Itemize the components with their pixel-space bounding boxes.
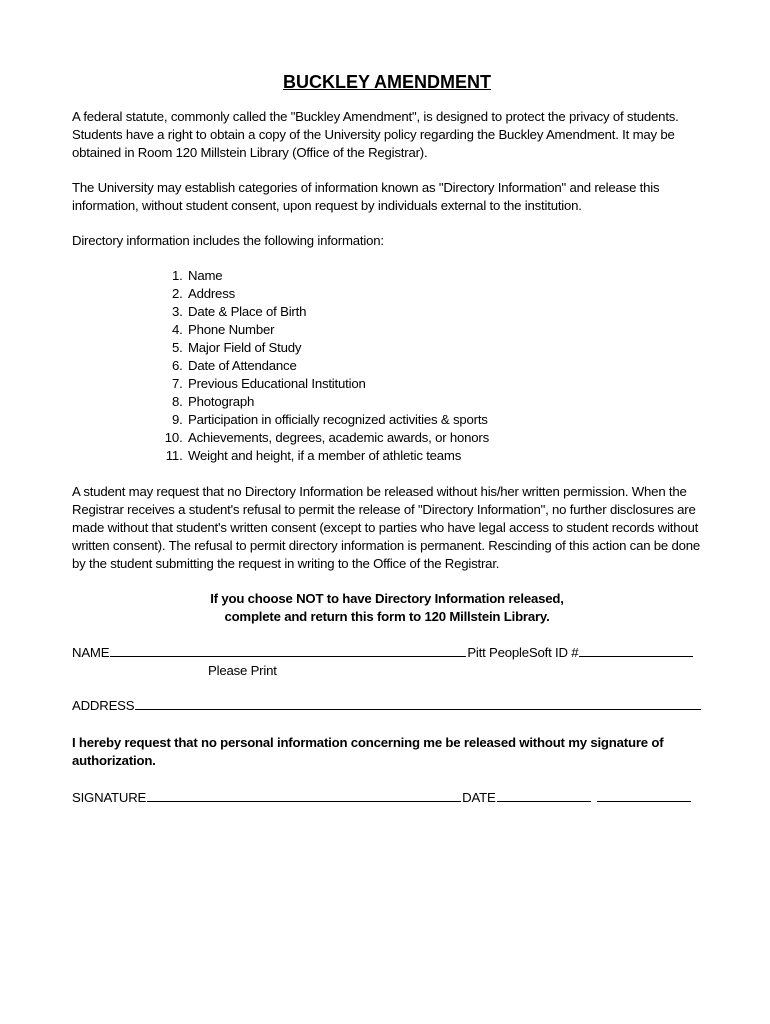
list-item: 1. Name [186,267,702,285]
list-item: 7. Previous Educational Institution [186,375,702,393]
intro-line: A federal statute, commonly called the "Buckley Amendment", is designed to protect the privacy of students. [72,109,679,124]
list-intro: Directory information includes the following information: [72,233,384,248]
date-field-extra[interactable] [597,789,691,802]
document-page [72,70,702,807]
intro-paragraph [72,108,702,162]
directory-info-line: information, without student consent, upon request by individuals external to the institution. [72,198,582,213]
list-item: 11. Weight and height, if a member of athletic teams [186,447,702,465]
directory-info-line: The University may establish categories of information known as "Directory Information" and release this [72,180,660,195]
address-label: ADDRESS [72,698,135,713]
refusal-line: written consent). The refusal to permit directory information is permanent. Rescinding of this action can be done [72,538,701,553]
date-label: DATE [462,790,496,805]
date-field[interactable] [497,789,591,802]
refusal-line: A student may request that no Directory Information be released without his/her written permission. When the [72,484,687,499]
refusal-line: by the student submitting the request in writing to the Office of the Registrar. [72,556,500,571]
signature-label: SIGNATURE [72,790,147,805]
peoplesoft-id-field[interactable] [579,644,693,657]
refusal-line: Registrar receives a student's refusal to permit the release of "Directory Information", no further disclosures are [72,502,696,517]
name-label: NAME [72,645,110,660]
list-item: 2. Address [186,285,702,303]
list-item: 9. Participation in officially recognized activities & sports [186,411,702,429]
list-item: 5. Major Field of Study [186,339,702,357]
request-line: I hereby request that no personal information concerning me be released without my signature of [72,735,664,750]
list-item: 4. Phone Number [186,321,702,339]
intro-line: obtained in Room 120 Millstein Library (Office of the Registrar). [72,145,428,160]
request-line: authorization. [72,753,156,768]
request-statement [72,734,702,770]
name-hint: Please Print [208,663,277,678]
instruction-line: If you choose NOT to have Directory Information released, [210,591,564,606]
address-row [72,697,702,715]
intro-line: Students have a right to obtain a copy of the University policy regarding the Buckley Amendment. It may be [72,127,675,142]
address-field[interactable] [135,697,701,710]
list-item: 3. Date & Place of Birth [186,303,702,321]
list-item: 6. Date of Attendance [186,357,702,375]
instruction-line: complete and return this form to 120 Millstein Library. [224,609,550,624]
refusal-paragraph [72,483,702,573]
signature-row [72,789,702,807]
refusal-line: made without that student's written consent (except to parties who have legal access to student records without [72,520,699,535]
list-item: 8. Photograph [186,393,702,411]
document-title: BUCKLEY AMENDMENT [282,72,491,92]
list-item: 10. Achievements, degrees, academic awards, or honors [186,429,702,447]
form-instructions [72,590,702,626]
directory-items-list [72,267,702,465]
name-row [72,644,702,662]
peoplesoft-id-label: Pitt PeopleSoft ID # [467,645,579,660]
directory-info-paragraph [72,179,702,215]
signature-field[interactable] [147,789,461,802]
name-field[interactable] [110,644,466,657]
